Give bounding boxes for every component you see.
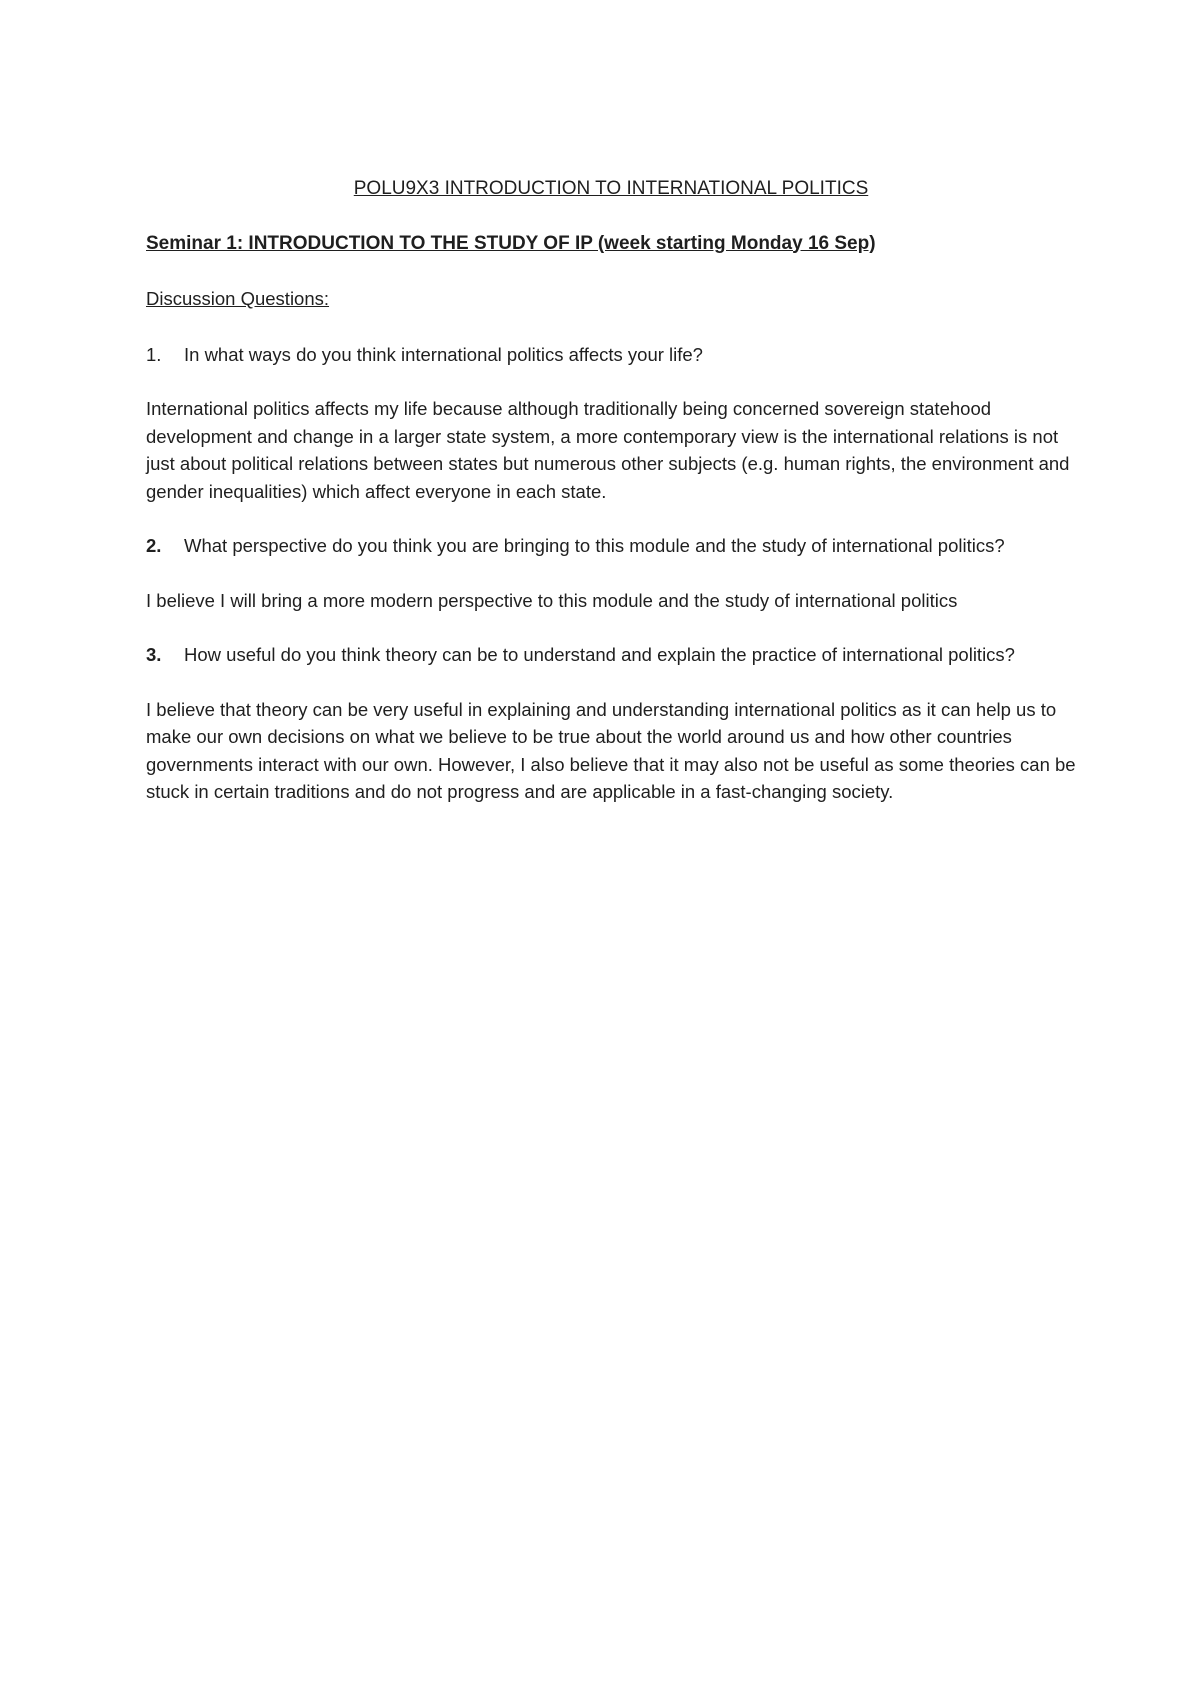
discussion-label: Discussion Questions: bbox=[146, 288, 330, 309]
question-3 bbox=[146, 641, 1076, 669]
answer-2: I believe I will bring a more modern perspective to this module and the study of international politics bbox=[146, 589, 958, 611]
seminar-heading: Seminar 1: INTRODUCTION TO THE STUDY OF IP (week starting Monday 16 Sep) bbox=[146, 232, 876, 254]
answer-3: I believe that theory can be very useful in explaining and understanding international politics as it can help us to make our own decisions on what we believe to be true about the world around us and how other countries governments interact with our own. However, I also believe that it may also not be useful as some theories can be stuck in certain traditions and do not progress and are applicable in a fast-changing society. bbox=[146, 698, 1076, 802]
question-1 bbox=[146, 341, 1076, 369]
document-title: POLU9X3 INTRODUCTION TO INTERNATIONAL POLITICS bbox=[353, 178, 869, 199]
question-number: 1. bbox=[146, 343, 162, 365]
answer-1: International politics affects my life because although traditionally being concerned sovereign statehood development and change in a larger state system, a more contemporary view is the international relations is not just about political relations between states but numerous other subjects (e.g. human rights, the environment and gender inequalities) which affect everyone in each state. bbox=[146, 398, 1070, 502]
question-text: In what ways do you think international politics affects your life? bbox=[184, 343, 703, 365]
question-2 bbox=[146, 532, 1076, 560]
document-body bbox=[146, 175, 1076, 833]
question-number: 3. bbox=[146, 644, 162, 665]
question-text: How useful do you think theory can be to understand and explain the practice of international politics? bbox=[184, 644, 1015, 665]
question-text: What perspective do you think you are bringing to this module and the study of international politics? bbox=[184, 535, 1005, 556]
question-number: 2. bbox=[146, 535, 162, 556]
